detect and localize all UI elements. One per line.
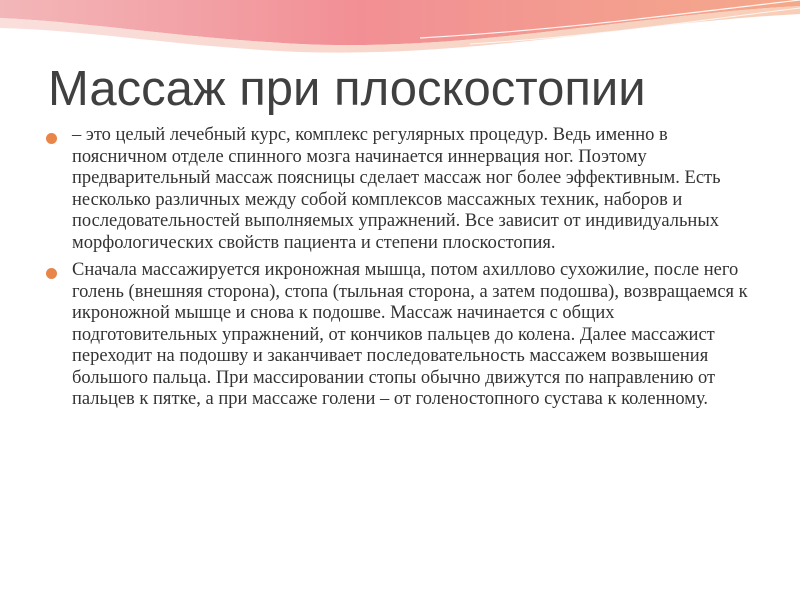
bullet-text: Сначала массажируется икроножная мышца, потом ахиллово сухожилие, после него голень (внешняя сторона), стопа (тыльная сторона, а затем подошва), возвращаемся к икроножной мышце и снова к подошве. Массаж начинается с общих подготовительных упражнений, от кончиков пальцев до колена. Далее массажист переходит на подошву и заканчивает последовательность массажем возвышения большого пальца. При массировании стопы обычно движутся по направлению от пальцев к пятке, а при массаже голени – от голеностопного сустава к коленному. xyxy=(72,260,748,409)
bullet-text: – это целый лечебный курс, комплекс регулярных процедур. Ведь именно в поясничном отделе спинного мозга начинается иннервация ног. Поэтому предварительный массаж поясницы сделает массаж ног более эффективным. Есть несколько различных между собой комплексов массажных техник, наборов и последовательностей выполняемых упражнений. Все зависит от индивидуальных морфологических свойств пациента и степени плоскостопия. xyxy=(72,125,721,253)
bullet-list xyxy=(44,125,764,417)
bullet-dot-icon xyxy=(46,268,57,279)
bullet-item xyxy=(44,125,764,254)
bullet-dot-icon xyxy=(46,133,57,144)
bullet-item xyxy=(44,260,764,411)
slide-title: Массаж при плоскостопии xyxy=(48,62,646,116)
